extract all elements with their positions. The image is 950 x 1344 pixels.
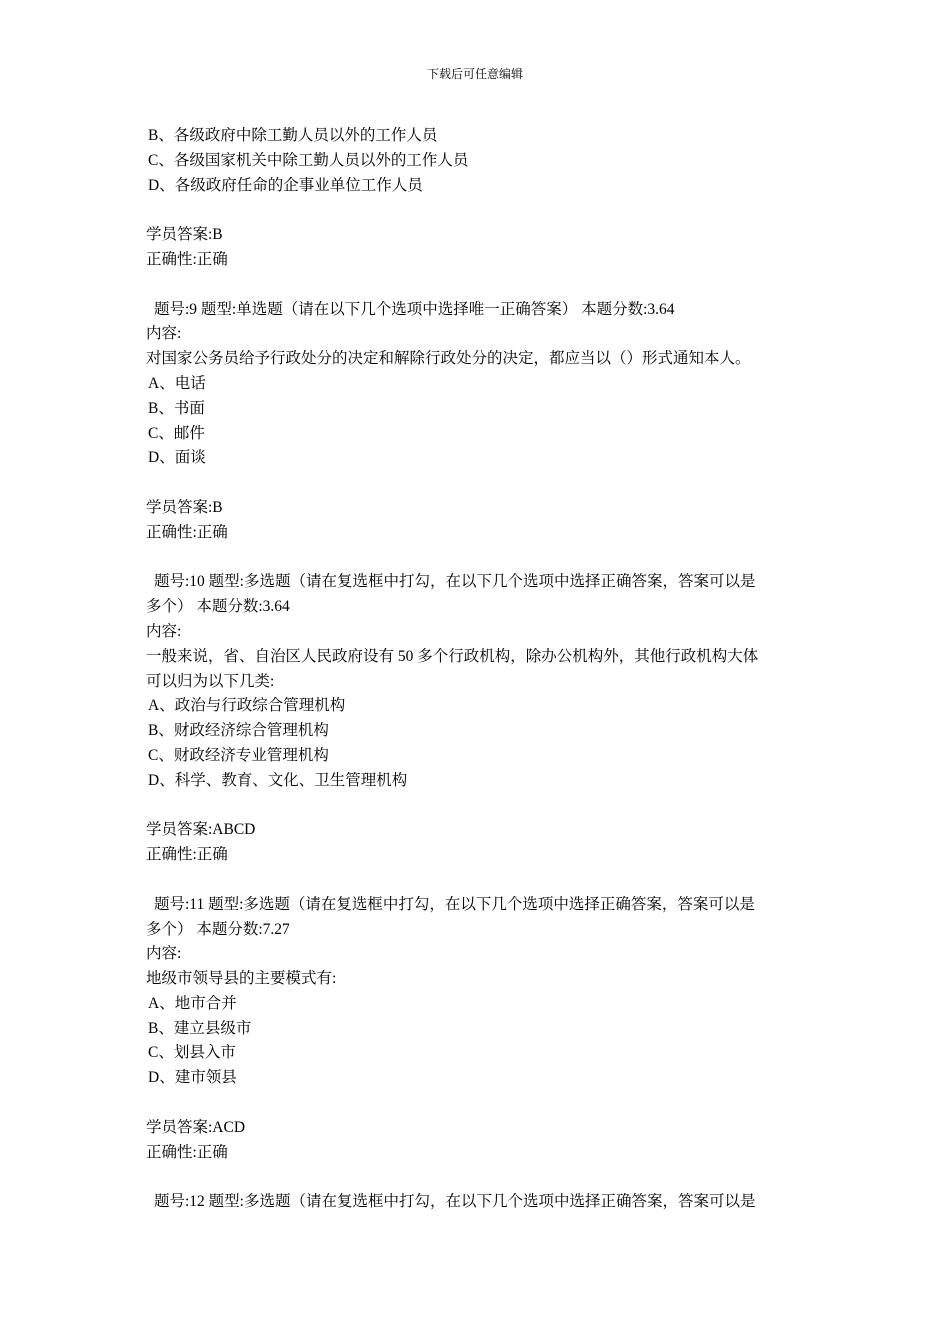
question-heading: 题号:11 题型:多选题（请在复选框中打勾，在以下几个选项中选择正确答案，答案可以是 [154,895,755,913]
student-answer: 学员答案:B [146,226,223,244]
question-stem-cont: 可以归为以下几类: [146,672,275,690]
spacer [146,1091,811,1116]
spacer [146,794,811,819]
option-a: A、政治与行政综合管理机构 [148,697,346,715]
option-d: D、各级政府任命的企事业单位工作人员 [148,176,423,194]
correctness: 正确性:正确 [146,523,228,541]
option-c: C、邮件 [148,424,205,442]
prev-question-block [146,124,811,298]
option-b: B、各级政府中除工勤人员以外的工作人员 [148,127,438,144]
question-heading: 题号:12 题型:多选题（请在复选框中打勾，在以下几个选项中选择正确答案，答案可以是 [154,1193,756,1211]
document-body [146,124,811,1215]
option-b: B、书面 [148,399,205,417]
question-11-block [146,893,811,1191]
student-answer: 学员答案:ABCD [146,821,256,839]
student-answer: 学员答案:B [146,498,223,516]
option-b: B、财政经济综合管理机构 [148,722,329,740]
spacer [146,273,811,298]
option-d: D、面谈 [148,449,206,467]
spacer [146,1165,811,1190]
spacer [146,471,811,496]
option-b: B、建立县级市 [148,1019,252,1037]
question-heading: 题号:10 题型:多选题（请在复选框中打勾，在以下几个选项中选择正确答案，答案可以是 [154,573,756,591]
question-heading-cont: 多个） 本题分数:7.27 [146,920,290,938]
page-header-note: 下载后可任意编辑 [426,67,523,81]
question-stem: 一般来说，省、自治区人民政府设有 50 多个行政机构，除办公机构外，其他行政机构大体 [146,647,759,665]
option-d: D、科学、教育、文化、卫生管理机构 [148,771,408,789]
correctness: 正确性:正确 [146,846,228,864]
content-label: 内容: [146,945,182,963]
content-label: 内容: [146,325,182,343]
option-c: C、划县入市 [148,1044,236,1062]
question-stem: 对国家公务员给予行政处分的决定和解除行政处分的决定，都应当以（）形式通知本人。 [146,350,751,368]
option-a: A、电话 [148,374,206,392]
spacer [146,868,811,893]
question-stem: 地级市领导县的主要模式有: [146,970,337,988]
question-12-block [146,1190,811,1215]
correctness: 正确性:正确 [146,1143,228,1161]
student-answer: 学员答案:ACD [146,1118,246,1136]
option-c: C、各级国家机关中除工勤人员以外的工作人员 [148,151,469,169]
spacer [146,546,811,571]
option-c: C、财政经济专业管理机构 [148,746,329,764]
question-9-block [146,298,811,571]
question-heading: 题号:9 题型:单选题（请在以下几个选项中选择唯一正确答案） 本题分数:3.64 [154,300,675,318]
option-a: A、地市合并 [148,994,237,1012]
question-heading-cont: 多个） 本题分数:3.64 [146,598,290,616]
spacer [146,198,811,223]
content-label: 内容: [146,622,182,640]
option-d: D、建市领县 [148,1069,237,1087]
question-10-block [146,570,811,892]
correctness: 正确性:正确 [146,250,228,268]
